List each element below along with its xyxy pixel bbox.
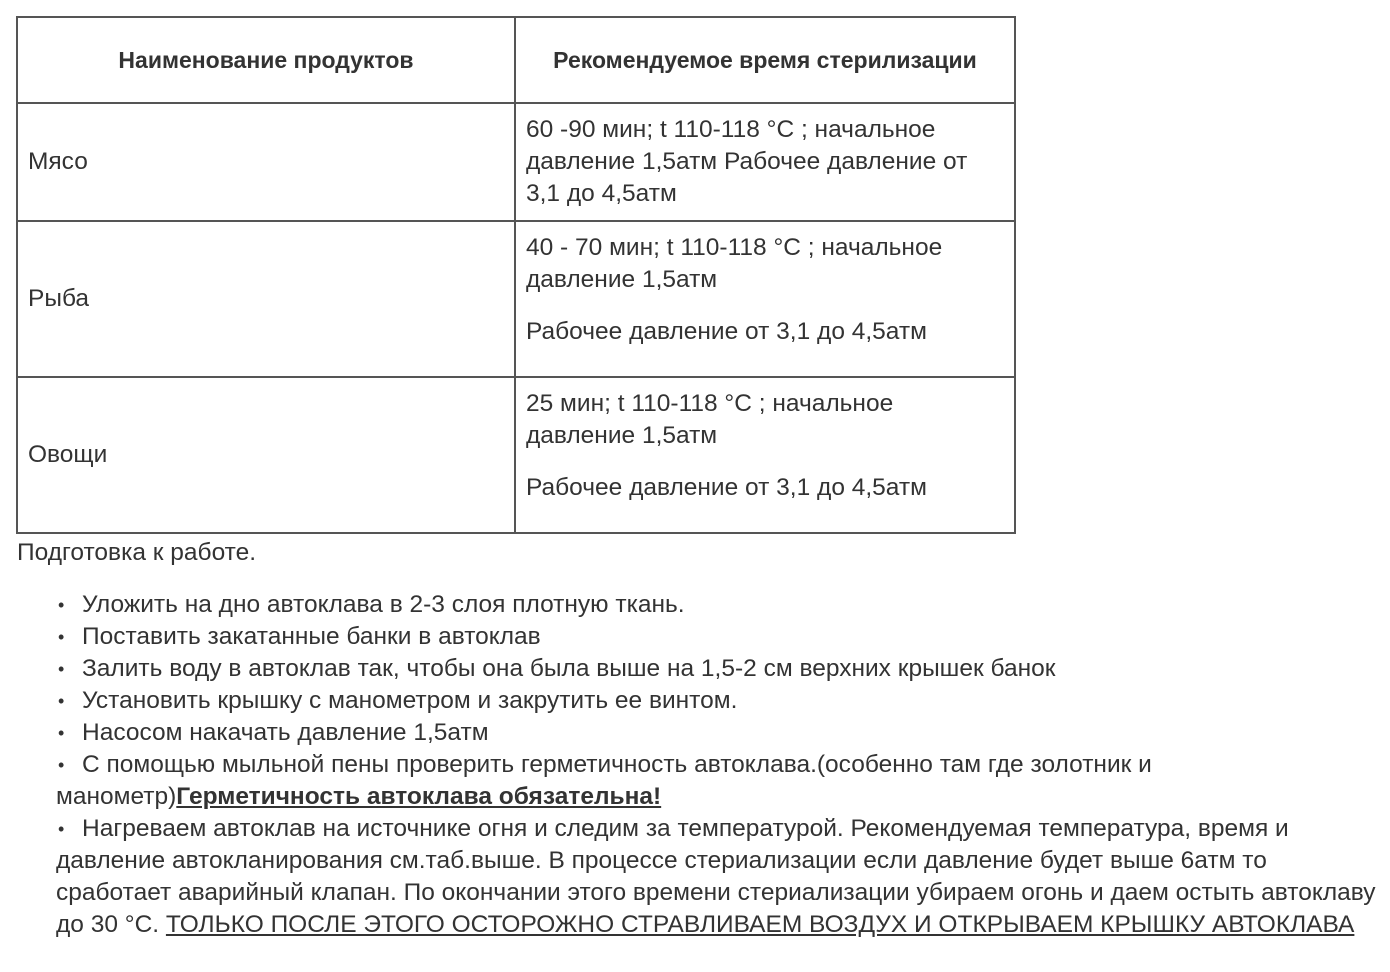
preparation-steps	[56, 589, 1376, 941]
table-row	[17, 103, 1015, 221]
bullet-icon: •	[58, 755, 65, 775]
step-text: Уложить на дно автоклава в 2-3 слоя плотную ткань.	[82, 591, 685, 618]
product-name-cell: Мясо	[17, 103, 515, 221]
bullet-icon: •	[58, 627, 65, 647]
bullet-icon: •	[58, 723, 65, 743]
sterilization-time-cell	[515, 221, 1015, 377]
bullet-icon: •	[58, 595, 65, 615]
list-item	[56, 717, 1376, 749]
time-text: 25 мин; t 110-118 °C ; начальное давление 1,5атм	[526, 390, 894, 449]
bullet-icon: •	[58, 819, 65, 839]
list-item	[56, 749, 1376, 813]
bullet-icon: •	[58, 659, 65, 679]
sterilization-time-cell	[515, 103, 1015, 221]
step-text: Залить воду в автоклав так, чтобы она была выше на 1,5-2 см верхних крышек банок	[82, 655, 1056, 682]
table-row	[17, 221, 1015, 377]
table-header-row	[17, 17, 1015, 103]
list-item	[56, 813, 1376, 941]
product-name-cell: Овощи	[17, 377, 515, 533]
list-item	[56, 621, 1376, 653]
warning-text: ТОЛЬКО ПОСЛЕ ЭТОГО ОСТОРОЖНО СТРАВЛИВАЕМ ВОЗДУХ И ОТКРЫВАЕМ КРЫШКУ АВТОКЛАВА	[165, 911, 1355, 938]
sterilization-time-cell	[515, 377, 1015, 533]
header-sterilization-time: Рекомендуемое время стерилизации	[515, 17, 1015, 103]
list-item	[56, 685, 1376, 717]
time-text: Рабочее давление от 3,1 до 4,5атм	[526, 318, 927, 345]
step-text: С помощью мыльной пены проверить герметичность автоклава.(особенно там где золотник и манометр)	[56, 751, 1152, 810]
bullet-icon: •	[58, 691, 65, 711]
list-item	[56, 589, 1376, 621]
step-text: Поставить закатанные банки в автоклав	[82, 623, 541, 650]
step-text: Установить крышку с манометром и закрутить ее винтом.	[82, 687, 738, 714]
time-text: Рабочее давление от 3,1 до 4,5атм	[526, 474, 927, 501]
product-name-cell: Рыба	[17, 221, 515, 377]
step-text: Нагреваем автоклав на источнике огня и следим за температурой. Рекомендуемая температура, время и давление автокланирования см.таб.выше. В процессе стериализации если давление будет выше 6атм то сработает аварийный клапан. По окончании этого времени стериализации убираем огонь и даем остыть автоклаву до 30 °C.	[56, 815, 1376, 938]
table-row	[17, 377, 1015, 533]
time-text: 60 -90 мин; t 110-118 °C ; начальное давление 1,5атм Рабочее давление от 3,1 до 4,5атм	[526, 116, 968, 207]
emphasis-text: Герметичность автоклава обязательна!	[176, 783, 662, 810]
list-item	[56, 653, 1376, 685]
preparation-heading: Подготовка к работе.	[17, 539, 257, 566]
time-text: 40 - 70 мин; t 110-118 °C ; начальное давление 1,5атм	[526, 234, 943, 293]
header-product-name: Наименование продуктов	[17, 17, 515, 103]
step-text: Насосом накачать давление 1,5атм	[82, 719, 489, 746]
sterilization-table	[16, 16, 1016, 534]
